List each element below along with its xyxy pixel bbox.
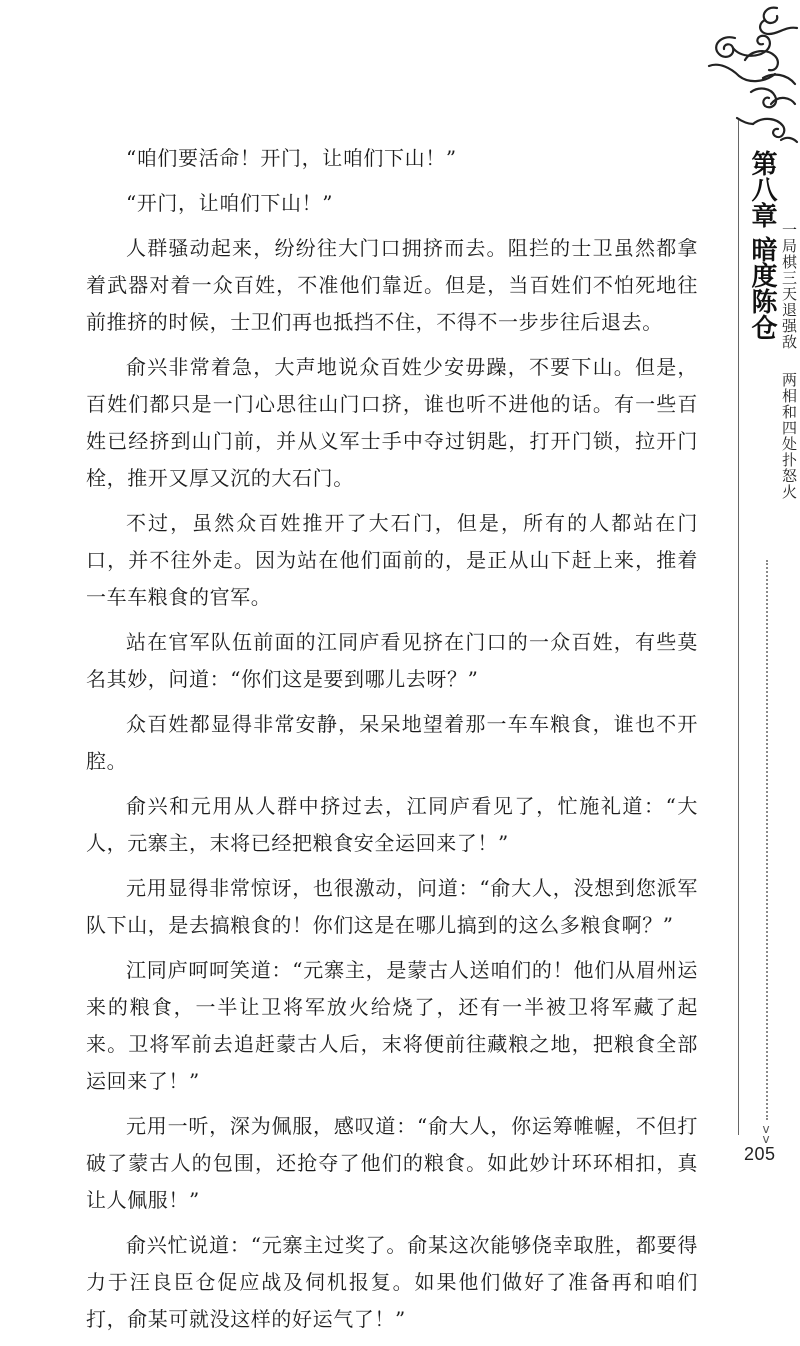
paragraph-3: 人群骚动起来，纷纷往大门口拥挤而去。阻拦的士卫虽然都拿着武器对着一众百姓，不准他们靠近。但是，当百姓们不怕死地往前推挤的时候，士卫们再也抵挡不住，不得不一步步往后退去。: [86, 236, 698, 334]
page-marker-icon: v v: [762, 1122, 770, 1146]
paragraph-2: “开门，让咱们下山！”: [126, 191, 334, 215]
side-divider-line: [738, 120, 739, 1135]
paragraph-10: 江同庐呵呵笑道：“元寨主，是蒙古人送咱们的！他们从眉州运来的粮食，一半让卫将军放火给烧了，还有一半被卫将军藏了起来。卫将军前去追赶蒙古人后，末将便前往藏粮之地，把粮食全部运回来了！”: [86, 958, 698, 1093]
section-title-one: 一局棋三天退强敌: [780, 222, 798, 350]
paragraph-9: 元用显得非常惊讶，也很激动，问道：“俞大人，没想到您派军队下山，是去搞粮食的！你们这是在哪儿搞到的这么多粮食啊？”: [86, 876, 698, 937]
paragraph-7: 众百姓都显得非常安静，呆呆地望着那一车车粮食，谁也不开腔。: [86, 712, 698, 773]
paragraph-6: 站在官军队伍前面的江同庐看见挤在门口的一众百姓，有些莫名其妙，问道：“你们这是要到哪儿去呀？”: [86, 630, 698, 691]
page-number: 205: [744, 1144, 776, 1164]
paragraph-8: 俞兴和元用从人群中挤过去，江同庐看见了，忙施礼道：“大人，元寨主，末将已经把粮食安全运回来了！”: [86, 794, 698, 855]
side-dotted-line: [766, 560, 768, 1120]
paragraph-12: 俞兴忙说道：“元寨主过奖了。俞某这次能够侥幸取胜，都要得力于汪良臣仓促应战及伺机报复。如果他们做好了准备再和咱们打，俞某可就没这样的好运气了！”: [86, 1233, 698, 1331]
body-text: [86, 140, 698, 1346]
paragraph-5: 不过，虽然众百姓推开了大石门，但是，所有的人都站在门口，并不往外走。因为站在他们面前的，是正从山下赶上来，推着一车车粮食的官军。: [86, 511, 698, 609]
chapter-number: 第八章: [747, 150, 777, 228]
cloud-ornament-icon: [705, 0, 800, 160]
section-title-two: 两相和四处扑怒火: [780, 372, 798, 500]
chapter-title: 暗度陈仓: [747, 236, 777, 340]
paragraph-4: 俞兴非常着急，大声地说众百姓少安毋躁，不要下山。但是，百姓们都只是一门心思往山门口挤，谁也听不进他的话。有一些百姓已经挤到山门前，并从义军士手中夺过钥匙，打开门锁，拉开门栓，推开又厚又沉的大石门。: [86, 355, 698, 490]
paragraph-1: “咱们要活命！开门，让咱们下山！”: [126, 146, 457, 170]
paragraph-11: 元用一听，深为佩服，感叹道：“俞大人，你运筹帷幄，不但打破了蒙古人的包围，还抢夺了他们的粮食。如此妙计环环相扣，真让人佩服！”: [86, 1114, 698, 1212]
